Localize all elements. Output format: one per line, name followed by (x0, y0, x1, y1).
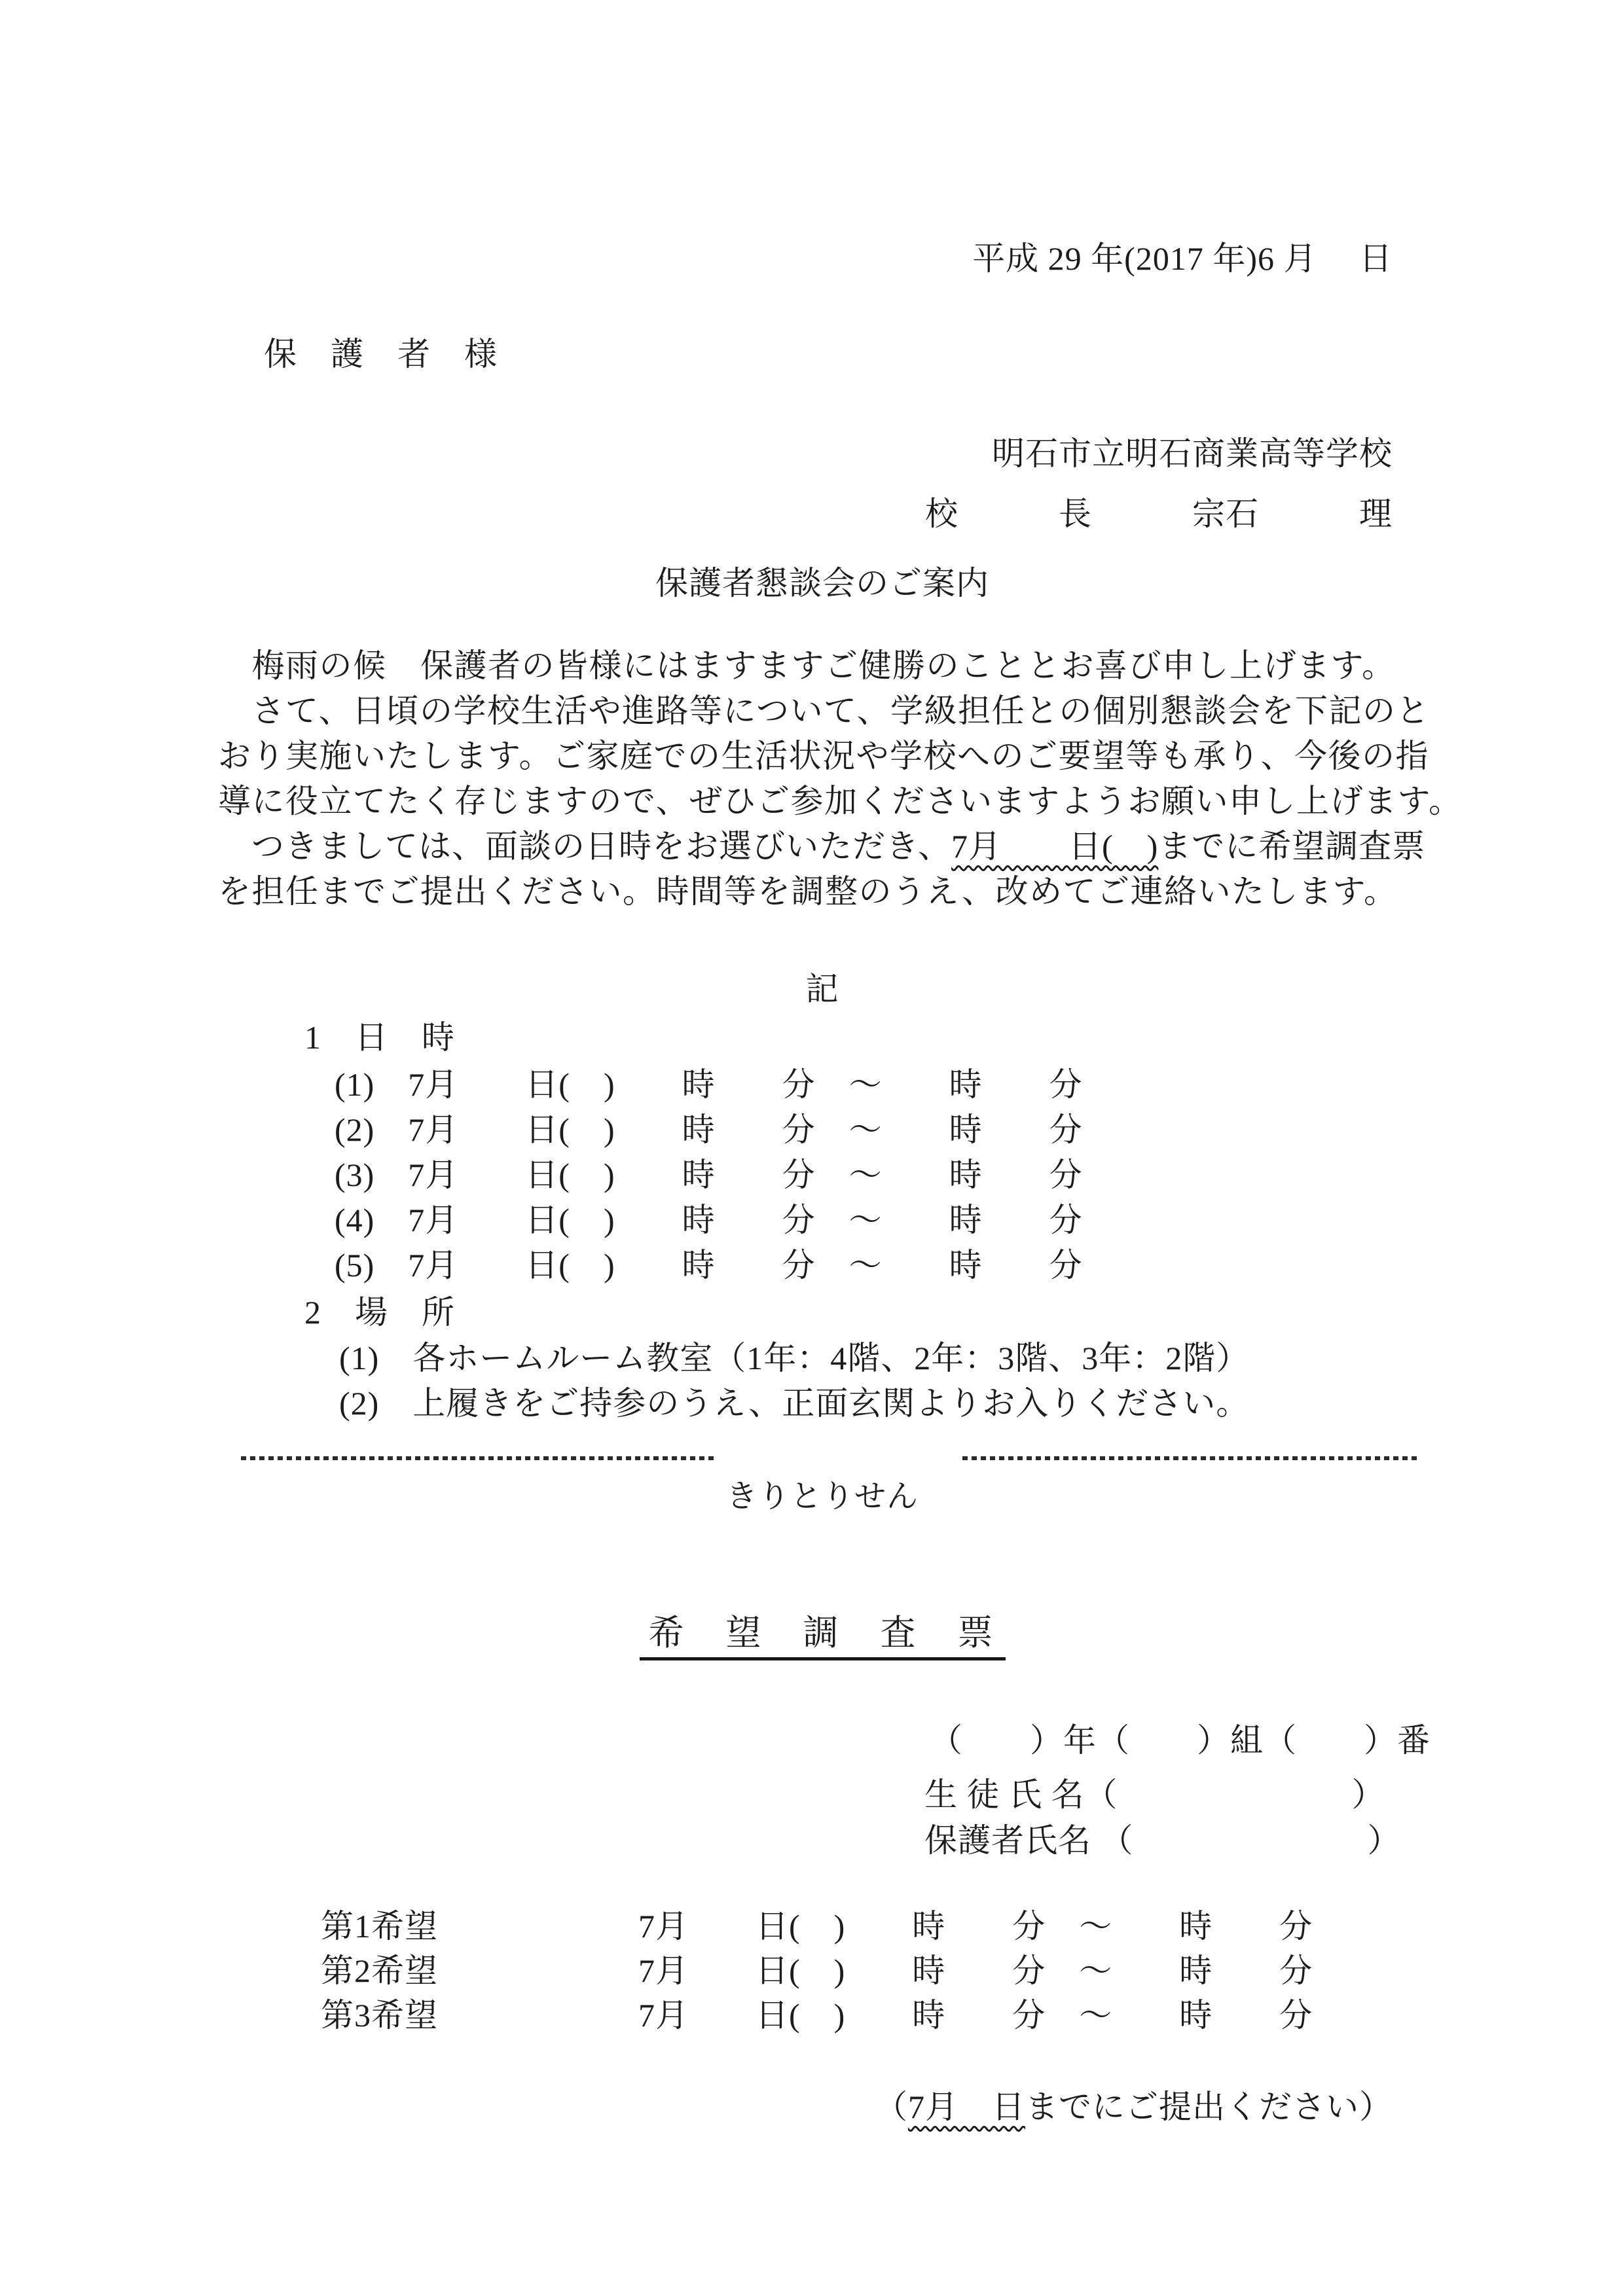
submission-note (875, 2088, 1393, 2126)
form-title (218, 1614, 1427, 1660)
recipient-line: 保 護 者 様 (264, 336, 498, 372)
choice-row-2: 第2希望 7月 日( ) 時 分 ～ 時 分 (321, 1952, 1313, 1989)
body-line-5-pre: つきましては、面談の日時をお選びいただき、 (218, 828, 951, 865)
note-pre: （ (875, 2089, 908, 2125)
datetime-option-row-5: (5) 7月 日( ) 時 分 ～ 時 分 (335, 1247, 1083, 1283)
place-section-label: 2 場 所 (304, 1294, 455, 1331)
datetime-option-row-1: (1) 7月 日( ) 時 分 ～ 時 分 (335, 1066, 1083, 1103)
date-line: 平成 29 年(2017 年)6 月 日 (972, 240, 1393, 277)
body-line-2: さて、日頃の学校生活や進路等について、学級担任との個別懇談会を下記のと (218, 692, 1430, 729)
body-line-6: を担任までご提出ください。時間等を調整のうえ、改めてご連絡いたします。 (218, 873, 1398, 910)
body-line-4: 導に役立てたく存じますので、ぜひご参加くださいますようお願い申し上げます。 (218, 783, 1463, 819)
record-heading: 記 (805, 971, 839, 1007)
body-line-1: 梅雨の候 保護者の皆様にはますますご健勝のこととお喜び申し上げます。 (218, 647, 1396, 684)
body-line-5 (218, 827, 1427, 865)
sender-school-line: 明石市立明石商業高等学校 (992, 435, 1393, 472)
letter-title: 保護者懇談会のご案内 (655, 565, 989, 601)
cutline-left-dashes (241, 1456, 714, 1460)
body-line-5-post: までに希望調査票 (1158, 828, 1426, 865)
datetime-option-row-2: (2) 7月 日( ) 時 分 ～ 時 分 (335, 1111, 1083, 1148)
note-wavy-date: 7月 日 (908, 2089, 1025, 2125)
choice-row-1: 第1希望 7月 日( ) 時 分 ～ 時 分 (321, 1908, 1313, 1945)
datetime-option-row-3: (3) 7月 日( ) 時 分 ～ 時 分 (335, 1157, 1083, 1193)
student-name-line: 生 徒 氏 名（ ） (924, 1776, 1385, 1813)
due-date-wavy: 7月 日( ) (951, 828, 1159, 865)
sender-principal-line: 校 長 宗石 理 (925, 495, 1393, 532)
grade-class-number-line: （ ）年（ ）組（ ）番 (930, 1722, 1431, 1759)
guardian-name-line: 保護者氏名 （ ） (924, 1822, 1401, 1859)
form-title-text: 希 望 調 査 票 (640, 1614, 1006, 1660)
choice-row-3: 第3希望 7月 日( ) 時 分 ～ 時 分 (321, 1997, 1313, 2034)
datetime-section-label: 1 日 時 (304, 1019, 455, 1056)
datetime-option-row-4: (4) 7月 日( ) 時 分 ～ 時 分 (335, 1202, 1083, 1238)
cutline-label: きりとりせん (725, 1479, 919, 1514)
cutline-right-dashes (962, 1456, 1417, 1460)
place-item-row-2: (2) 上履きをご持参のうえ、正面玄関よりお入りください。 (339, 1385, 1250, 1422)
note-post: までにご提出ください） (1025, 2089, 1393, 2125)
place-item-row-1: (1) 各ホームルーム教室（1年：4階、2年：3階、3年：2階） (339, 1340, 1250, 1376)
body-line-3: おり実施いたします。ご家庭での生活状況や学校へのご要望等も承り、今後の指 (218, 738, 1429, 774)
